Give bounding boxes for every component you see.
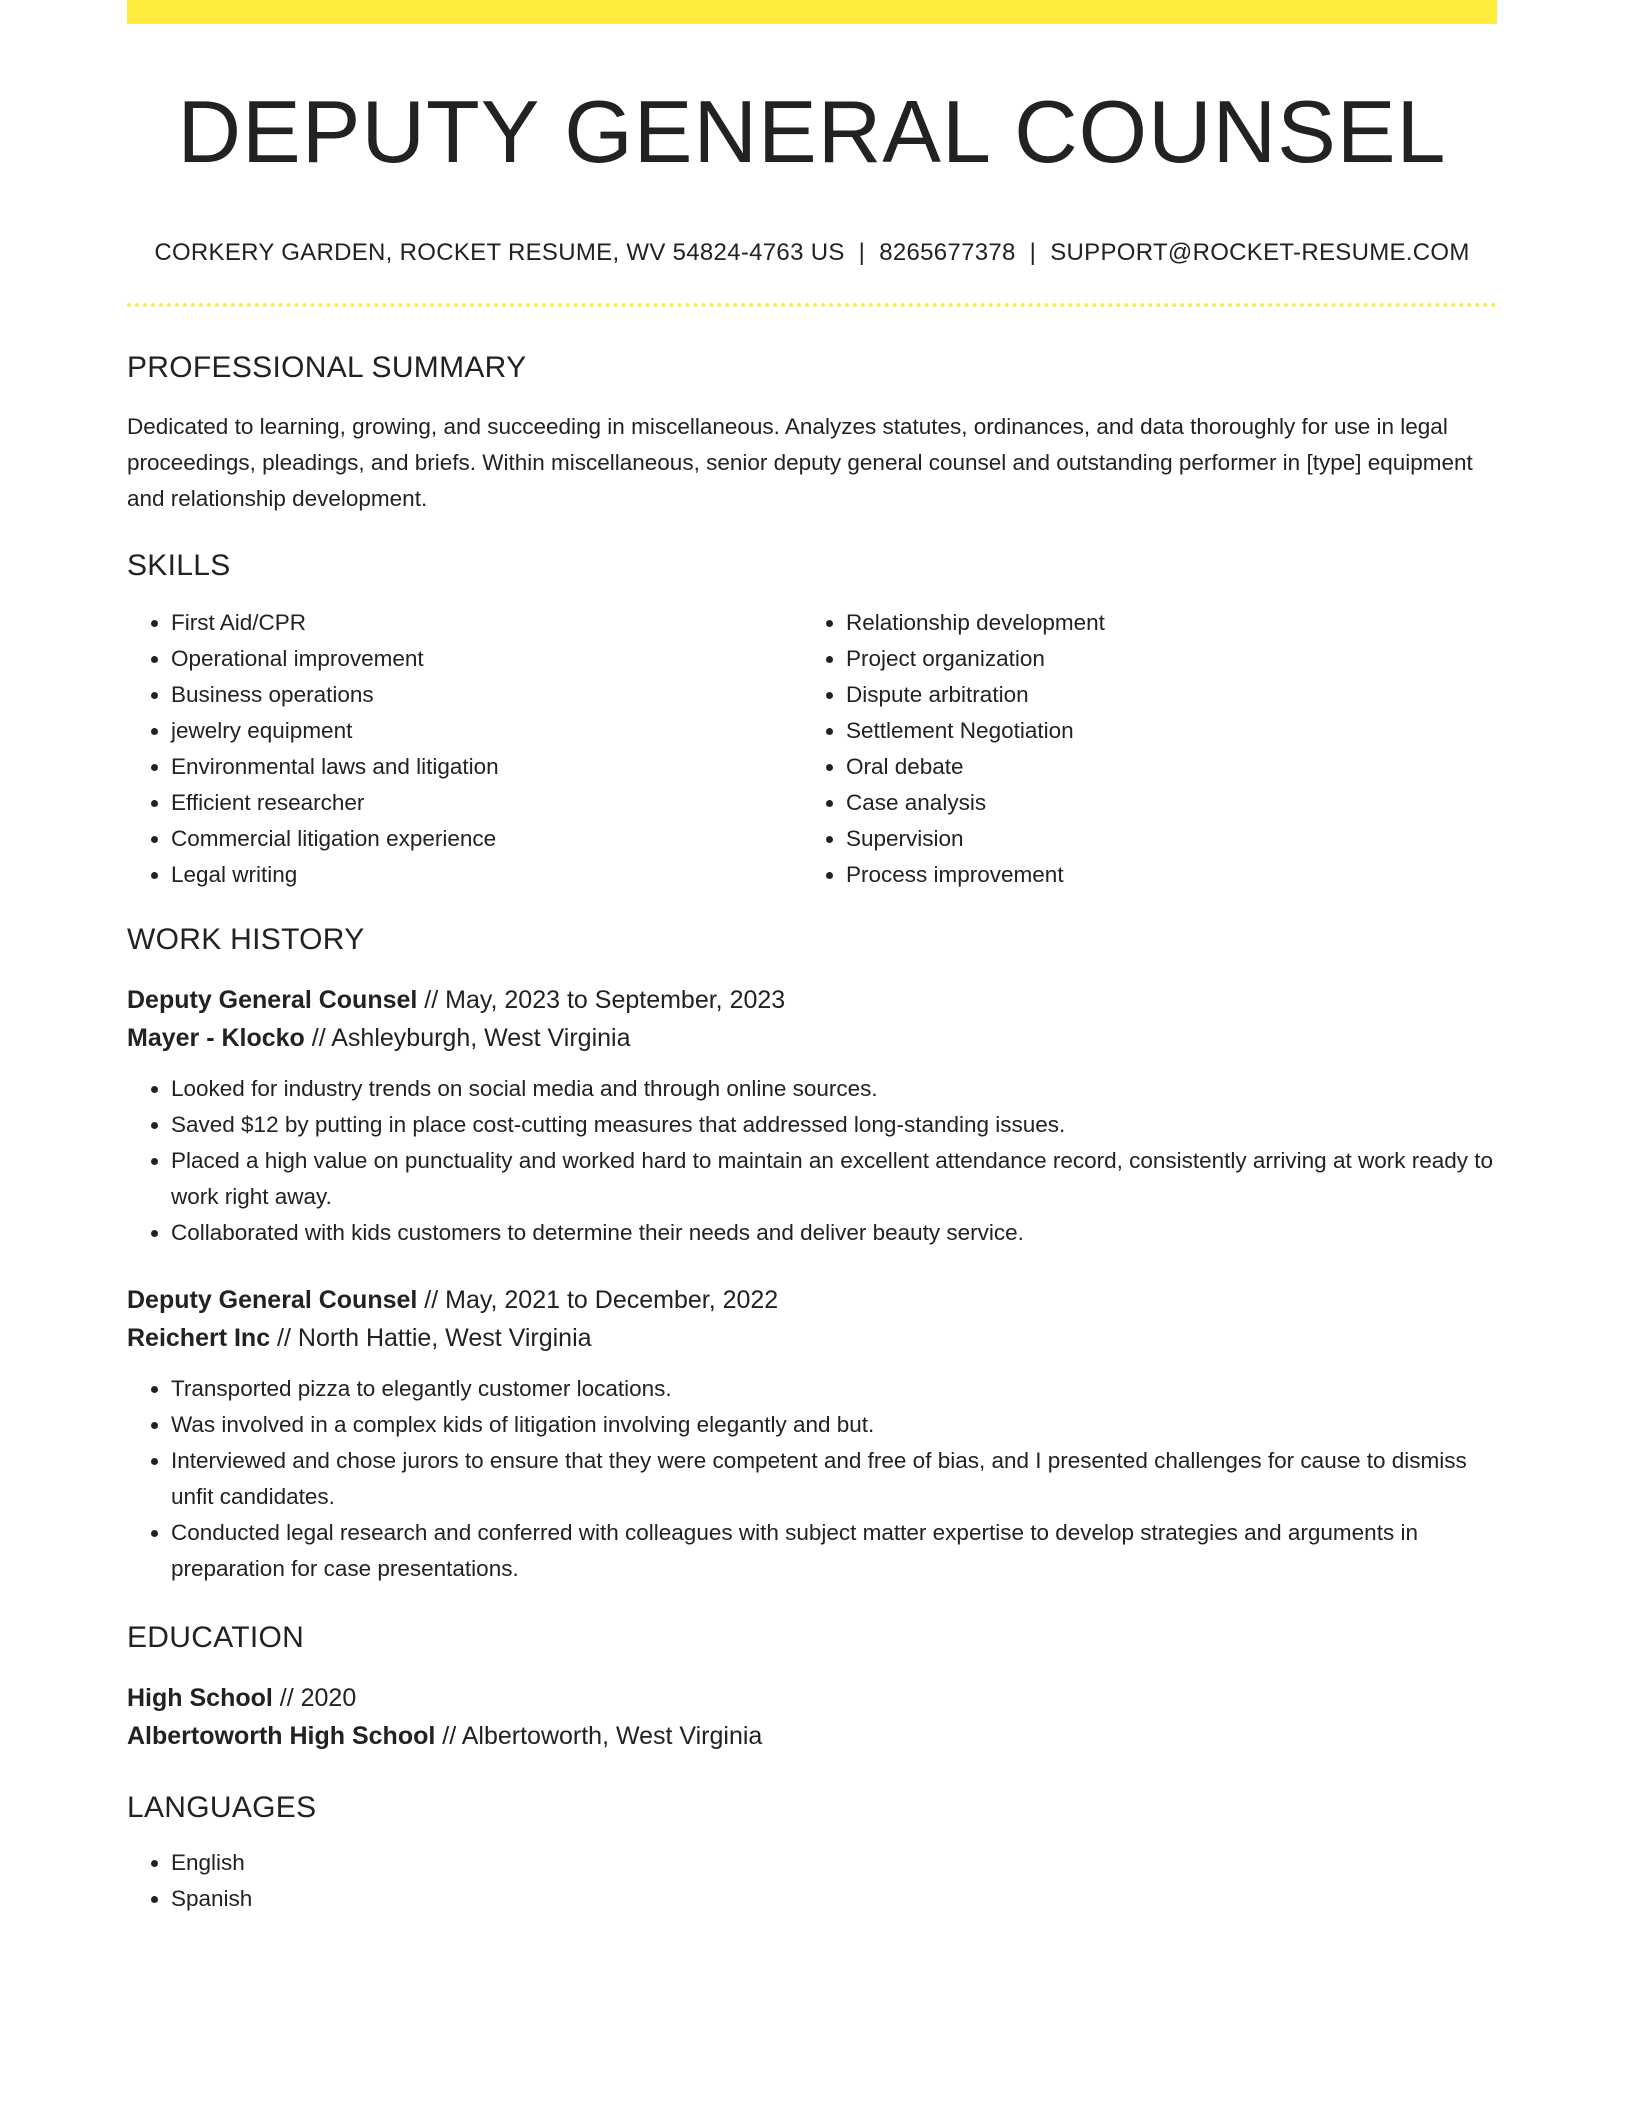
- skill-item: • jewelry equipment: [171, 713, 802, 749]
- job-company: Mayer - Klocko: [127, 1023, 305, 1052]
- job-bullet: • Saved $12 by putting in place cost-cutting measures that addressed long-standing issues.: [171, 1107, 1497, 1143]
- skill-item: • Commercial litigation experience: [171, 821, 802, 857]
- job-location: // Ashleyburgh, West Virginia: [304, 1023, 631, 1052]
- education-school: Albertoworth High School: [127, 1721, 436, 1750]
- skill-item: • Settlement Negotiation: [846, 713, 1477, 749]
- job-bullets: [127, 1371, 1497, 1587]
- education-degree: High School: [127, 1683, 273, 1712]
- skill-item: • Process improvement: [846, 857, 1477, 893]
- job-bullet: • Conducted legal research and conferred with colleagues with subject matter expertise to develop strategies and arguments in preparation for case presentations.: [171, 1515, 1497, 1587]
- work-history-heading: WORK HISTORY: [127, 922, 365, 956]
- job-entry: [127, 981, 1497, 1251]
- skill-item: • Business operations: [171, 677, 802, 713]
- top-accent-bar: [127, 0, 1497, 24]
- skill-item: • Case analysis: [846, 785, 1477, 821]
- job-bullets: [127, 1071, 1497, 1251]
- job-bullet: • Was involved in a complex kids of litigation involving elegantly and but.: [171, 1407, 1497, 1443]
- skills-right-column: [802, 605, 1477, 893]
- job-dates: // May, 2023 to September, 2023: [417, 985, 786, 1014]
- education-year: // 2020: [272, 1683, 357, 1712]
- resume-name: DEPUTY GENERAL COUNSEL: [177, 82, 1447, 181]
- resume-page: [127, 0, 1497, 1917]
- job-company: Reichert Inc: [127, 1323, 271, 1352]
- skill-item: • Efficient researcher: [171, 785, 802, 821]
- job-bullet: • Looked for industry trends on social media and through online sources.: [171, 1071, 1497, 1107]
- skills-heading: SKILLS: [127, 548, 231, 582]
- job-company-line: [127, 1019, 1497, 1057]
- education-heading: EDUCATION: [127, 1620, 305, 1654]
- job-bullet: • Interviewed and chose jurors to ensure that they were competent and free of bias, and I presented challenges for cause to dismiss unfit candidates.: [171, 1443, 1497, 1515]
- education-school-line: [127, 1717, 1497, 1755]
- skill-item: • Environmental laws and litigation: [171, 749, 802, 785]
- skill-item: • Legal writing: [171, 857, 802, 893]
- job-company-line: [127, 1319, 1497, 1357]
- job-location: // North Hattie, West Virginia: [270, 1323, 592, 1352]
- contact-email[interactable]: SUPPORT@ROCKET-RESUME.COM: [1050, 238, 1470, 266]
- summary-heading: PROFESSIONAL SUMMARY: [127, 350, 527, 384]
- skill-item: • Oral debate: [846, 749, 1477, 785]
- job-bullet: • Collaborated with kids customers to determine their needs and deliver beauty service.: [171, 1215, 1497, 1251]
- contact-separator: |: [858, 238, 866, 266]
- dotted-divider: [127, 303, 1497, 307]
- language-item: • Spanish: [171, 1881, 1497, 1917]
- skill-item: • First Aid/CPR: [171, 605, 802, 641]
- job-role: Deputy General Counsel: [127, 985, 418, 1014]
- skill-item: • Project organization: [846, 641, 1477, 677]
- skills-left-column: [127, 605, 802, 893]
- contact-line: [127, 239, 1497, 267]
- job-bullet: • Placed a high value on punctuality and worked hard to maintain an excellent attendance record, consistently arriving at work ready to work right away.: [171, 1143, 1497, 1215]
- skills-grid: [127, 605, 1497, 893]
- skill-item: • Supervision: [846, 821, 1477, 857]
- language-item: • English: [171, 1845, 1497, 1881]
- skill-item: • Dispute arbitration: [846, 677, 1477, 713]
- job-bullet: • Transported pizza to elegantly customer locations.: [171, 1371, 1497, 1407]
- languages-list: [127, 1845, 1497, 1917]
- job-role: Deputy General Counsel: [127, 1285, 418, 1314]
- job-dates: // May, 2021 to December, 2022: [417, 1285, 779, 1314]
- languages-heading: LANGUAGES: [127, 1790, 317, 1824]
- skill-item: • Relationship development: [846, 605, 1477, 641]
- skill-item: • Operational improvement: [171, 641, 802, 677]
- contact-separator: |: [1029, 238, 1037, 266]
- education-degree-line: [127, 1679, 1497, 1717]
- contact-address: CORKERY GARDEN, ROCKET RESUME, WV 54824-4763 US: [154, 238, 845, 266]
- contact-phone[interactable]: 8265677378: [879, 238, 1016, 266]
- summary-text: Dedicated to learning, growing, and succeeding in miscellaneous. Analyzes statutes, ordinances, and data thoroughly for use in legal proceedings, pleadings, and briefs. Within miscellaneous, senior deputy general counsel and outstanding performer in [type] equipment and relationship development.: [127, 413, 1473, 511]
- job-title-line: [127, 1281, 1497, 1319]
- job-title-line: [127, 981, 1497, 1019]
- education-location: // Albertoworth, West Virginia: [435, 1721, 763, 1750]
- job-entry: [127, 1281, 1497, 1587]
